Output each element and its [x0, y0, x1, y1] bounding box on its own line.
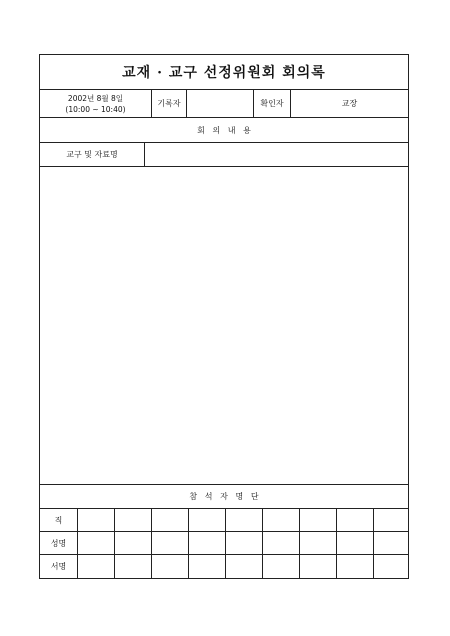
attendee-cell[interactable] — [151, 509, 188, 531]
info-row — [40, 90, 408, 118]
signature-cell[interactable] — [336, 555, 373, 578]
meeting-time: (10:00 ~ 10:40) — [65, 104, 126, 114]
attendee-cell[interactable] — [188, 509, 225, 531]
attendee-cell[interactable] — [299, 509, 336, 531]
attendee-cell[interactable] — [114, 532, 151, 554]
recorder-label: 기록자 — [151, 90, 186, 117]
material-field[interactable] — [144, 143, 408, 166]
attendee-cell[interactable] — [373, 509, 408, 531]
meeting-content-label: 회 의 내 용 — [197, 125, 251, 135]
attendee-cell[interactable] — [373, 532, 408, 554]
attendee-cell[interactable] — [336, 532, 373, 554]
attendee-cell[interactable] — [336, 509, 373, 531]
title-row — [40, 55, 408, 90]
document-title: 교재 · 교구 선정위원회 회의록 — [122, 65, 326, 81]
material-label: 교구 및 자료명 — [66, 150, 118, 159]
meeting-body-text — [40, 167, 408, 484]
attendee-cell[interactable] — [225, 509, 262, 531]
attendee-cell[interactable] — [225, 532, 262, 554]
attendee-cell[interactable] — [299, 532, 336, 554]
material-row — [40, 143, 408, 167]
attendee-row-name — [40, 532, 408, 555]
signature-cell[interactable] — [77, 555, 114, 578]
attendees-label: 참 석 자 명 단 — [189, 492, 259, 501]
attendee-cell[interactable] — [262, 509, 299, 531]
signature-cell[interactable] — [262, 555, 299, 578]
attendee-cell[interactable] — [77, 532, 114, 554]
signature-cell[interactable] — [151, 555, 188, 578]
meeting-body-area[interactable] — [40, 167, 408, 485]
confirmer-field[interactable]: 교장 — [290, 90, 408, 117]
position-label: 직 — [54, 515, 63, 525]
signature-label: 서명 — [50, 562, 67, 571]
attendee-row-position — [40, 509, 408, 532]
signature-cell[interactable] — [299, 555, 336, 578]
attendee-cell[interactable] — [262, 532, 299, 554]
recorder-field[interactable] — [186, 90, 253, 117]
attendee-cell[interactable] — [188, 532, 225, 554]
meeting-minutes-form — [39, 54, 409, 579]
signature-cell[interactable] — [114, 555, 151, 578]
signature-cell[interactable] — [373, 555, 408, 578]
attendee-cell[interactable] — [77, 509, 114, 531]
meeting-content-header-row — [40, 118, 408, 143]
attendee-cell[interactable] — [114, 509, 151, 531]
signature-cell[interactable] — [188, 555, 225, 578]
attendee-cell[interactable] — [151, 532, 188, 554]
confirmer-label: 확인자 — [253, 90, 290, 117]
signature-cell[interactable] — [225, 555, 262, 578]
attendees-header-row — [40, 485, 408, 509]
attendee-row-signature — [40, 555, 408, 578]
date-cell — [40, 90, 151, 117]
meeting-date: 2002년 8월 8일 — [67, 93, 124, 103]
name-label: 성명 — [50, 538, 67, 548]
